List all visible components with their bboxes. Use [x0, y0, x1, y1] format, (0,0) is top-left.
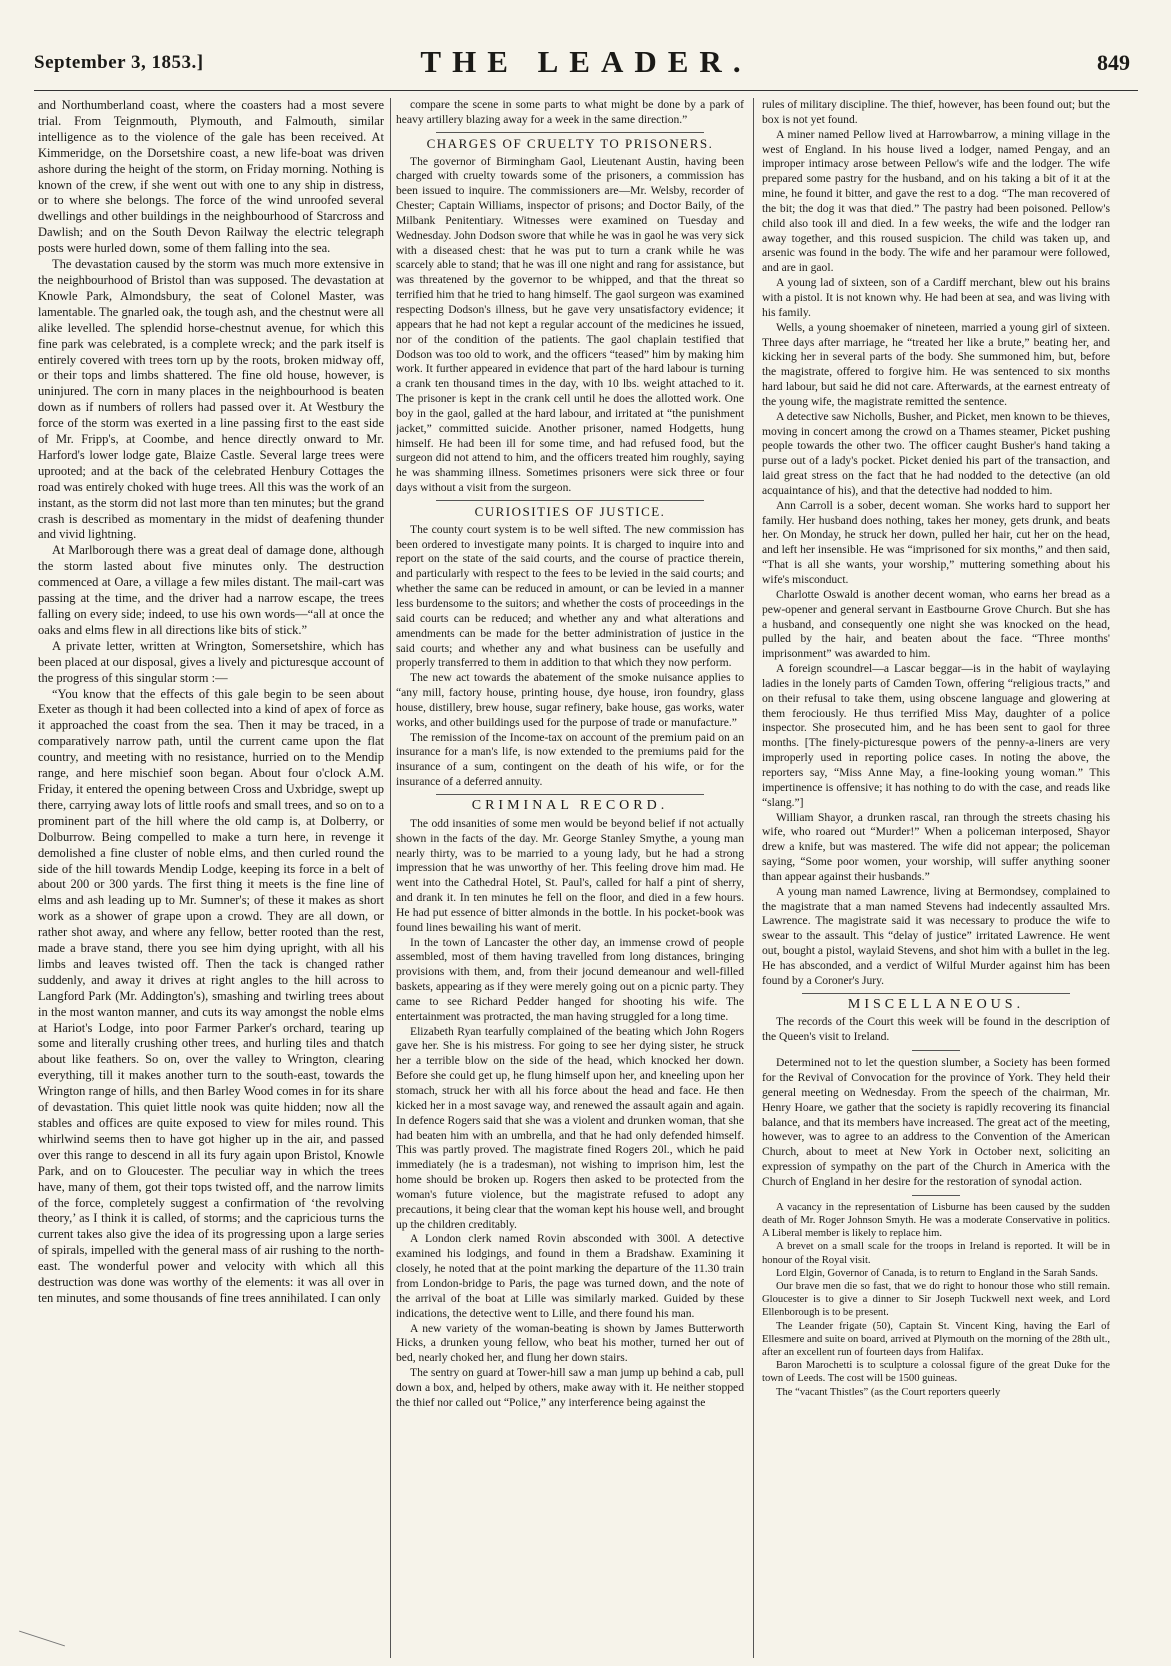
section-rule — [436, 132, 704, 133]
section-rule — [436, 794, 704, 795]
misc-paragraph-1: The records of the Court this week will be found in the description of the Queen's visit to Ireland. — [762, 1015, 1110, 1044]
storm-paragraph-3: At Marlborough there was a great deal of damage done, although the storm lasted about five minutes only. The destruction commenced at Oare, a village a few miles distant. The mail-cart was passing at the time, and the driver had a narrow escape, the trees falling on every side; indeed, to use his own words—“all at once the oaks and elms flew in all directions like bits of stick.” — [38, 543, 384, 637]
misc-paragraph-7: The Leander frigate (50), Captain St. Vincent King, having the Earl of Ellesmere and suite on board, arrived at Plymouth on the morning of the 28th ult., after an excellent run of fourteen days from Halifax. — [762, 1320, 1110, 1358]
header-rule — [34, 90, 1138, 91]
column-2 — [396, 98, 744, 1658]
heading-curiosities-of-justice: CURIOSITIES OF JUSTICE. — [474, 503, 666, 519]
criminal-paragraph-15: William Shayor, a drunken rascal, ran through the streets chasing his wife, who roared out “Murder!” When a policeman interposed, Shayor drew a knife, but was mastered. The wife did not appear; the policeman saying, “Some poor women, your worship, will suffer anything sooner than appear against their husbands.” — [762, 810, 1110, 883]
section-rule — [436, 500, 704, 501]
column-divider-2 — [753, 98, 754, 1658]
misc-paragraph-5: Lord Elgin, Governor of Canada, is to return to England in the Sarah Sands. — [776, 1267, 1098, 1279]
masthead — [34, 44, 1138, 84]
criminal-paragraph-13: Charlotte Oswald is another decent woman, who earns her bread as a pew-opener and general servant in Eastbourne Grove Church. But she has a husband, and consequently one night she was knocked on the head, pulled by the hair, and beaten about the face. “Three months' imprisonment” was awarded to him. — [762, 587, 1110, 661]
criminal-paragraph-12: Ann Carroll is a sober, decent woman. She works hard to support her family. Her husband does nothing, takes her money, gets drunk, and beats her. On Monday, he struck her down, pulled her hair, cut her on the head, and left her insensible. He was “imprisoned for six months,” and then said, “That is all she wants, your worship,” muttering something about his wife's misconduct. — [762, 498, 1110, 586]
short-rule — [912, 1050, 960, 1051]
criminal-paragraph-1: The odd insanities of some men would be beyond belief if not actually shown in the facts of the day. Mr. George Stanley Smythe, a young man nearly thirty, was to be married to a young lady, but he had a strong impression that he was unworthy of her. This feeling drove him mad. He went into the Cathedral Hotel, St. Paul's, called for half a pint of sherry, and drank it. In ten minutes he fell on the floor, and died in a few hours. He had put essence of bitter almonds in the bottle. In his pocket-book was found lines bewailing his want of merit. — [396, 816, 744, 934]
newspaper-title: THE LEADER. — [420, 44, 752, 79]
criminal-paragraph-14: A foreign scoundrel—a Lascar beggar—is in the habit of waylaying ladies in the lonely parts of Camden Town, offering “religious tracts,” and on their refusal to take them, using obscene language and glowering at them ferociously. He thus terrified Miss May, daughter of a police inspector. She prosecuted him, and he has been sent to gaol for three months. [The finely-picturesque powers of the penny-a-liners are very improperly used in reporting police cases. In noting the above, the reporters say, “Miss Anne May, a fine-looking young woman.” This impertinence is offensive; it has nothing to do with the case, and reads like “slang.”] — [762, 662, 1110, 809]
wrington-letter: “You know that the effects of this gale begin to be seen about Exeter as though it had been collected into a kind of apex of force as it approached the coast from the sea. Then it may be traced, in a comparatively narrow path, until the current came upon the flat country, and meeting with no resistance, hurried on to the Mendip range, and here mischief soon began. About four o'clock A.M. Friday, it entered the opening between Cross and Uxbridge, swept up there, carrying away lots of little roofs and small trees, and so on to a prominent part of the hill where the old camp is, at Dolberry, or Dolburrow. Being compelled to make a turn here, in revenge it demolished a fine cluster of noble elms, and then curled round the side of the hill towards Mendip Lodge, keeping its force in a belt of about 200 or 300 yards. The first thing it meets is the fine line of elms and ash leading up to Mr. Sumner's; of these it makes as short work as a shower of grape upon a crowd. They are all down, or rather shot away, and where any fellow, better rooted than the rest, made a brave stand, there you see him dying upright, with all his limbs and leaves twisted off. Then the tack is changed rather suddenly, and away it drives at right angles to the hill across to Langford Park (Mr. Addington's), smashing and twirling trees about in the most wanton manner, and cuts its way amongst the noble elms at Hariot's Lodge, into poor Farmer Parker's orchard, tearing up some and literally crushing other trees, and hurling tiles and thatch about like feathers. So on, over the valley to Wrington, clearing everything, till it makes another turn to the south-east, towards the Wrington range of hills, and then Barley Wood comes in for its share of devastation. This quiet little nook was quite hidden; now all the stables and offices are quite exposed to view for miles round. This whirlwind seems then to have got higher up in the air, and passed over this range to descend in all its fury again upon Bristol, Knowle Park, and on to Gloucester. The peculiar way in which the trees have, many of them, got their tops twisted off, and the narrow limits of the force, completely suggest a confirmation of ‘the revolving theory,’ as I think it is called, of storms; and the capricious turns the current takes also give the idea of its progressing upon a large series of spirals, impelled with the general mass of air rushing to the north-east. The wonderful power and velocity with which all this destruction was done was worthy of the elements: it was all over in ten minutes, and some thousands of fine trees annihilated. I can only — [38, 686, 384, 1305]
column-3 — [762, 98, 1110, 1658]
storm-paragraph-end: compare the scene in some parts to what might be done by a park of heavy artillery blazing away for a week in the same direction.” — [396, 98, 744, 126]
criminal-paragraph-6: The sentry on guard at Tower-hill saw a man jump up behind a cab, pull down a box, and, helped by others, make away with it. He neither stopped the thief nor called out “Police,” any interference being against the — [396, 1366, 744, 1409]
storm-paragraph-1: and Northumberland coast, where the coasters had a most severe trial. From Teignmouth, Plymouth, and Falmouth, similar intelligence as to the violence of the gale has been received. At Kimmeridge, on the Dorsetshire coast, a new life-boat was driven ashore during the height of the storm, on Friday morning. Nothing is known of the crew, if she went out with one to any ship in distress, or to where she belongs. The force of the wind unroofed several dwellings and other buildings in the neighbourhood of Starcross and Dawlish; and on the South Devon Railway the electric telegraph posts were hurled down, some of them falling into the sea. — [38, 98, 384, 256]
misc-paragraph-6: Our brave men die so fast, that we do right to honour those who still remain. Gloucester is to give a dinner to Sir Joseph Tuckwell next week, and Lord Ellenborough is to be present. — [762, 1280, 1110, 1319]
misc-paragraph-4: A brevet on a small scale for the troops in Ireland is reported. It will be in honour of the Royal visit. — [762, 1241, 1110, 1266]
criminal-paragraph-11: A detective saw Nicholls, Busher, and Picket, men known to be thieves, moving in concert among the crowd on a Thames steamer, Picket pushing people towards the other two. The officer caught Busher's hand taking a purse out of a lady's pocket. Picket denied his part of the transaction, and laid great stress on the fact that he had nodded to the detective (an old acquaintance of his), and that the detective had nodded to him. — [762, 409, 1110, 497]
page-number: 849 — [1097, 50, 1130, 75]
criminal-paragraph-5: A new variety of the woman-beating is shown by James Butterworth Hicks, a drunken young fellow, who beat his mother, turned her out of bed, nearly choked her, and flung her down stairs. — [396, 1321, 744, 1365]
column-divider-1 — [390, 98, 391, 1658]
column-1 — [38, 98, 384, 1658]
criminal-paragraph-8: A miner named Pellow lived at Harrowbarrow, a mining village in the west of England. In his house lived a lodger, named Pengay, and an improper intimacy arose between Pellow's wife and the lodger. The wife prepared some pastry for the husband, and on his taking a bit of it at the mine, he found it bitter, and gave the rest to a dog. “The man recovered of the bit; the dog it was that died.” The pastry had been poisoned. Pellow's child also took ill and died. In a few weeks, the wife and the lodger ran away together, and this roused suspicion. The child was taken up, and arsenic was found in the body. The wife and her paramour were followed, and are in gaol. — [762, 127, 1110, 275]
justice-paragraph-2: The new act towards the abatement of the smoke nuisance applies to “any mill, factory house, printing house, dye house, iron foundry, glass house, distillery, brew house, sugar refinery, bake house, gas works, water works, and other buildings used for the purpose of trade or manufacture.” — [396, 671, 744, 729]
short-rule — [912, 1195, 960, 1196]
storm-paragraph-4: A private letter, written at Wrington, Somersetshire, which has been placed at our disposal, gives a lively and picturesque account of the progress of this singular storm :— — [38, 638, 384, 685]
criminal-paragraph-10: Wells, a young shoemaker of nineteen, married a young girl of sixteen. Three days after marriage, he “treated her like a brute,” beating her, and kicking her in several parts of the body. She summoned him, but, before the magistrate, offered to forgive him. He was sentenced to six months hard labour, but said he did not care. Afterwards, at the earnest entreaty of the young wife, the magistrate remitted the sentence. — [762, 320, 1110, 408]
criminal-paragraph-16: A young man named Lawrence, living at Bermondsey, complained to the magistrate that a man named Stevens had indecently assaulted Mrs. Lawrence. The magistrate said it was necessary to produce the wife to swear to the assault. This “delay of justice” irritated Lawrence. He went out, bought a pistol, waylaid Stevens, and shot him with a bullet in the leg. He has absconded, and a verdict of Wilful Murder against him has been found by a Coroner's Jury. — [762, 884, 1110, 987]
misc-paragraph-3: A vacancy in the representation of Lisburne has been caused by the sudden death of Mr. Roger Johnson Smyth. He was a moderate Conservative in politics. A Liberal member is likely to replace him. — [762, 1201, 1110, 1240]
criminal-paragraph-7: rules of military discipline. The thief, however, has been found out; but the box is not yet found. — [762, 98, 1110, 126]
justice-paragraph-1: The county court system is to be well sifted. The new commission has been ordered to investigate many points. It is charged to inquire into and report on the state of the said courts, and the course of practice therein, and particularly with respect to the fees to be levied in the said courts; and whether the same can be reduced in amount, or can be levied in a manner less burdensome to the suitors; and whether the costs of proceedings in the said courts can be reduced; and whether any and what alterations and amendments can be made for the better administration of justice in the said courts; and whether any and what business can be usefully and properly transferred to them in addition to that which they now perform. — [396, 522, 744, 670]
justice-paragraph-3: The remission of the Income-tax on account of the premium paid on an insurance for a man's life, is now extended to the premiums paid for the insurance of a sum, contingent on the death of his wife, or for the insurance of a deferred annuity. — [396, 730, 744, 789]
criminal-paragraph-9: A young lad of sixteen, son of a Cardiff merchant, blew out his brains with a pistol. It is not known why. He had been at sea, and was living with his family. — [762, 276, 1110, 319]
misc-paragraph-2: Determined not to let the question slumber, a Society has been formed for the Revival of Convocation for the province of York. They held their general meeting on Wednesday. From the speech of the chairman, Mr. Henry Hoare, we gather that the society is rapidly recovering its financial balance, and that its members have increased. The great act of the meeting, however, was to agree to an address to the Convention of the American Church, about to meet at New York in October next, soliciting an expression of sympathy on the part of the Church in America with the Church of England in her desire for the restoration of synodal action. — [762, 1056, 1110, 1188]
criminal-paragraph-3: Elizabeth Ryan tearfully complained of the beating which John Rogers gave her. She is his mistress. For going to see her dying sister, he struck her a terrible blow on the side of the head, which knocked her down. Before she could get up, he flung himself upon her, and kneeling upon her stomach, struck her with all his force about the head and face. He then kicked her in a most savage way, and renewed the assault again and again. In defence Rogers said that she was a violent and drunken woman, that she had beaten him with an umbrella, and that he had only defended himself. This was partly proved. The magistrate fined Rogers 20l., which he paid immediately (he is a tradesman), not wishing to imprison him, lest the home should be broken up. Rogers then asked to be protected from the woman's future violence, but the magistrate refused to adopt any precautions, it being clear that the woman kept his house well, and brought up the children creditably. — [396, 1024, 744, 1231]
criminal-paragraph-4: A London clerk named Rovin absconded with 300l. A detective examined his lodgings, and found in them a Bradshaw. Examining it closely, he noted that at the point marking the departure of the 11.30 train from London-bridge to Paris, the page was turned down, and the note of the arrival of the boat at Lille was similarly marked. Guided by these indications, the detective went to Lille, and there found his man. — [396, 1232, 744, 1320]
storm-paragraph-2: The devastation caused by the storm was much more extensive in the neighbourhood of Bristol than was supposed. The devastation at Knowle Park, Almondsbury, the seat of Colonel Master, was lamentable. The gnarled oak, the tough ash, and the chestnut were all alike levelled. The splendid horse-chestnut avenue, for which this fine park was celebrated, is a complete wreck; and the park itself is entirely covered with trees torn up by the roots, broken midway off, or their tops and limbs shattered. The fine old house, however, is uninjured. The corn in many places in the neighbourhood is beaten down as if numbers of rollers had passed over it. At Westbury the force of the storm was exerted in a line passing first to the east side of Mr. Fripp's, at Coombe, and hence directly onward to Mr. Harford's lower lodge gate, Blaize Castle. Several large trees were uprooted; and at the back of the celebrated Henbury Cottages the road was entirely choked with huge trees. All this was the work of an instant, as the storm did not last more than ten minutes; but the grand crash is described as momentary in the midst of deafening thunder and vivid lightning. — [38, 257, 384, 542]
issue-date: September 3, 1853.] — [34, 52, 204, 73]
heading-cruelty-to-prisoners: CHARGES OF CRUELTY TO PRISONERS. — [426, 135, 714, 151]
heading-criminal-record: CRIMINAL RECORD. — [471, 797, 669, 813]
misc-paragraph-8: Baron Marochetti is to sculpture a colossal figure of the great Duke for the town of Leeds. The cost will be 1500 guineas. — [762, 1360, 1110, 1385]
section-rule — [802, 993, 1070, 994]
heading-miscellaneous: MISCELLANEOUS. — [847, 996, 1025, 1012]
prisoners-paragraph: The governor of Birmingham Gaol, Lieutenant Austin, having been charged with cruelty towards some of the prisoners, a commission has been issued to inquire. The commissioners are—Mr. Welsby, recorder of Chester; Captain Williams, inspector of prisons; and Doctor Baily, of the Milbank Penitentiary. Witnesses were examined on Tuesday and Wednesday. John Dodson swore that while he was in gaol he was very sick with a diseased chest: that he was put to turn a crank while he was scarcely able to stand; that he was ill one night and rang for assistance, but was threatened by the governor to be whipped, and that the threat so terrified him that he tried to hang himself. The gaol surgeon was examined respecting Dodson's illness, but he gave very unsatisfactory evidence; it appears that he had not kept a regular account of the medicines he issued, nor of the condition of the patients. The gaol chaplain testified that Dodson was too old to work, and the officers “teased” him by making him work. It further appeared in evidence that part of the hard labour is turning a crank ten thousand times in the day, with 10 lbs. weight attached to it. The prisoner is kept in the crank cell until he does the allotted work. One boy in the gaol, galled at the hard labour, and irritated at “the punishment jacket,” committed suicide. Another prisoner, named Hodgetts, hung himself. He had been ill for some time, and had refused food, but the surgeon did not attend to him, and the officers treated him roughly, saying he was shamming illness. Sometimes prisoners were sick three or four days without a visit from the surgeon. — [396, 154, 744, 495]
criminal-paragraph-2: In the town of Lancaster the other day, an immense crowd of people assembled, most of them having travelled from long distances, bringing provisions with them, and, from their jocund demeanour and well-filled baskets, appearing as if they were merely going out on a picnic party. They came to see Richard Pedder hanged for shooting his wife. The entertainment was protracted, the man having struggled for a long time. — [396, 935, 744, 1023]
misc-paragraph-9: The “vacant Thistles” (as the Court reporters queerly — [776, 1386, 1001, 1398]
